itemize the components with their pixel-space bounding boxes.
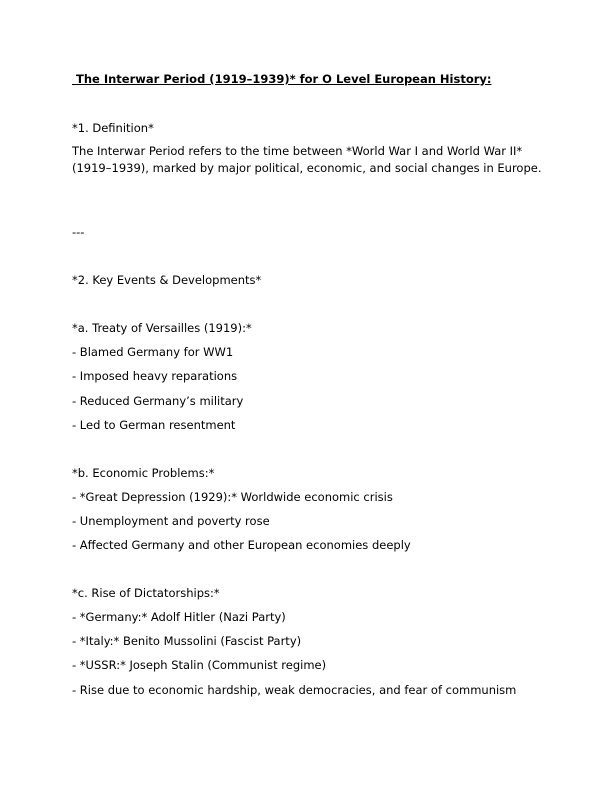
economic-heading: *b. Economic Problems:* — [72, 466, 215, 480]
list-item: - Blamed Germany for WW1 — [72, 345, 234, 359]
list-item: - *Italy:* Benito Mussolini (Fascist Party) — [72, 634, 302, 648]
list-item: - *Germany:* Adolf Hitler (Nazi Party) — [72, 610, 286, 624]
list-item: - *Great Depression (1929):* Worldwide economic crisis — [72, 490, 393, 504]
definition-heading: *1. Definition* — [72, 121, 154, 135]
list-item: - Rise due to economic hardship, weak democracies, and fear of communism — [72, 683, 517, 697]
list-item: - Reduced Germany’s military — [72, 394, 244, 408]
list-item: - Affected Germany and other European economies deeply — [72, 538, 411, 552]
list-item: - Led to German resentment — [72, 418, 236, 432]
list-item: - *USSR:* Joseph Stalin (Communist regime) — [72, 658, 327, 672]
key-events-heading: *2. Key Events & Developments* — [72, 273, 262, 287]
separator: --- — [72, 225, 85, 239]
document-title: The Interwar Period (1919–1939)* for O Level European History: — [72, 72, 492, 86]
treaty-heading: *a. Treaty of Versailles (1919):* — [72, 321, 252, 335]
list-item: - Imposed heavy reparations — [72, 369, 238, 383]
dictatorships-heading: *c. Rise of Dictatorships:* — [72, 586, 220, 600]
list-item: - Unemployment and poverty rose — [72, 514, 270, 528]
definition-text: The Interwar Period refers to the time between *World War I and World War II* (1919–1939), marked by major political, economic, and social changes in Europe. — [72, 144, 542, 175]
